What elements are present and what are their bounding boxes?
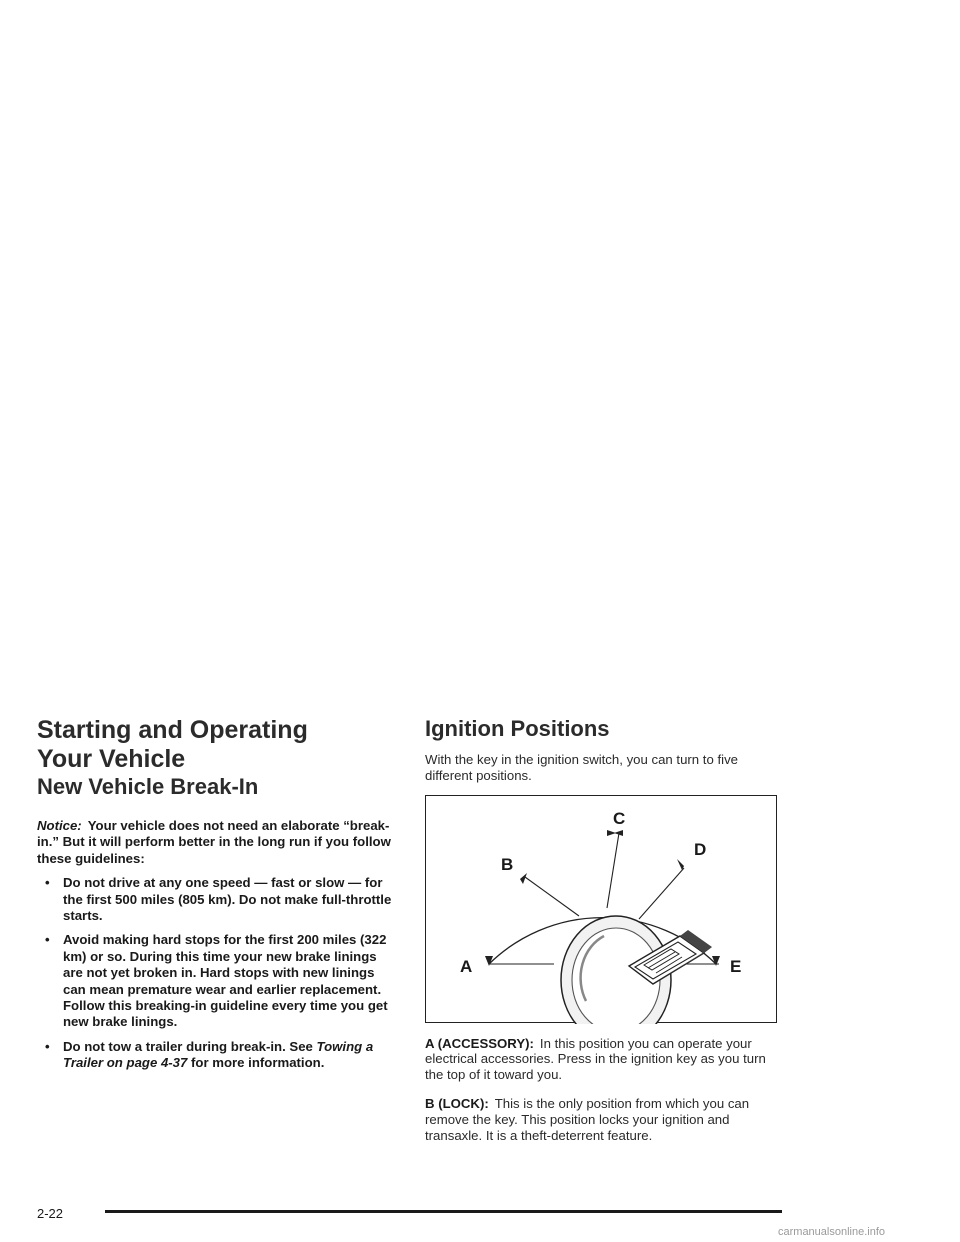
bullet-icon: • xyxy=(45,932,50,948)
ignition-heading: Ignition Positions xyxy=(425,716,610,741)
definition-text: This is the only position from which you can remove the key. This position locks your ignition and transaxle. It is a theft-deterrent feature. xyxy=(425,1095,750,1143)
label-a: A xyxy=(460,956,473,976)
ignition-intro: With the key in the ignition switch, you can turn to five different positions. xyxy=(425,752,738,783)
list-item xyxy=(37,875,399,924)
footer-rule xyxy=(105,1210,782,1213)
list-item xyxy=(37,1039,399,1072)
bullet-icon: • xyxy=(45,875,50,891)
label-d: D xyxy=(694,839,707,859)
page-number: 2-22 xyxy=(37,1206,64,1221)
lock-definition xyxy=(425,1096,783,1143)
notice-paragraph xyxy=(37,818,399,867)
towing-trailer-link[interactable]: Towing a Trailer on page 4-37 xyxy=(63,1038,374,1071)
label-b: B xyxy=(501,854,514,874)
line-c xyxy=(607,833,619,908)
line-d xyxy=(639,868,684,919)
tow-text-after: for more information. xyxy=(187,1055,325,1071)
arrow-b-icon xyxy=(520,873,527,884)
arrow-d-icon xyxy=(677,859,684,870)
break-in-heading: New Vehicle Break-In xyxy=(37,774,259,799)
definition-term: B (LOCK): xyxy=(425,1095,489,1111)
right-column xyxy=(425,716,783,1143)
section-title xyxy=(37,716,399,774)
tow-text-before: Do not tow a trailer during break-in. See xyxy=(63,1038,317,1054)
left-column xyxy=(37,716,399,1072)
bullet-icon: • xyxy=(45,1038,50,1054)
notice-label: Notice: xyxy=(37,818,82,833)
definition-text: In this position you can operate your electrical accessories. Press in the ignition key as you turn the top of it toward you. xyxy=(425,1035,766,1083)
label-c: C xyxy=(613,808,626,828)
line-b xyxy=(525,877,579,916)
definition-term: A (ACCESSORY): xyxy=(425,1035,534,1051)
watermark: carmanualsonline.info xyxy=(778,1226,886,1238)
guidelines-list xyxy=(37,875,399,1071)
label-e: E xyxy=(730,956,742,976)
section-title-line1: Starting and Operating xyxy=(37,716,308,744)
notice-text: Your vehicle does not need an elaborate “break-in.” But it will perform better in the long run if you follow these guidelines: xyxy=(37,818,391,866)
ignition-diagram xyxy=(425,795,777,1023)
section-title-line2: Your Vehicle xyxy=(37,745,186,773)
accessory-definition xyxy=(425,1036,783,1083)
list-item xyxy=(37,932,399,1030)
guideline-text: Do not drive at any one speed — fast or slow — for the first 500 miles (805 km). Do not make full-throttle starts. xyxy=(63,875,392,924)
guideline-text: Avoid making hard stops for the first 200 miles (322 km) or so. During this time your new brake linings are not yet broken in. Hard stops with new linings can mean premature wear and earlier replacement. Follow this breaking-in guideline every time you get new brake linings. xyxy=(63,932,388,1030)
ignition-diagram-svg xyxy=(426,796,778,1024)
